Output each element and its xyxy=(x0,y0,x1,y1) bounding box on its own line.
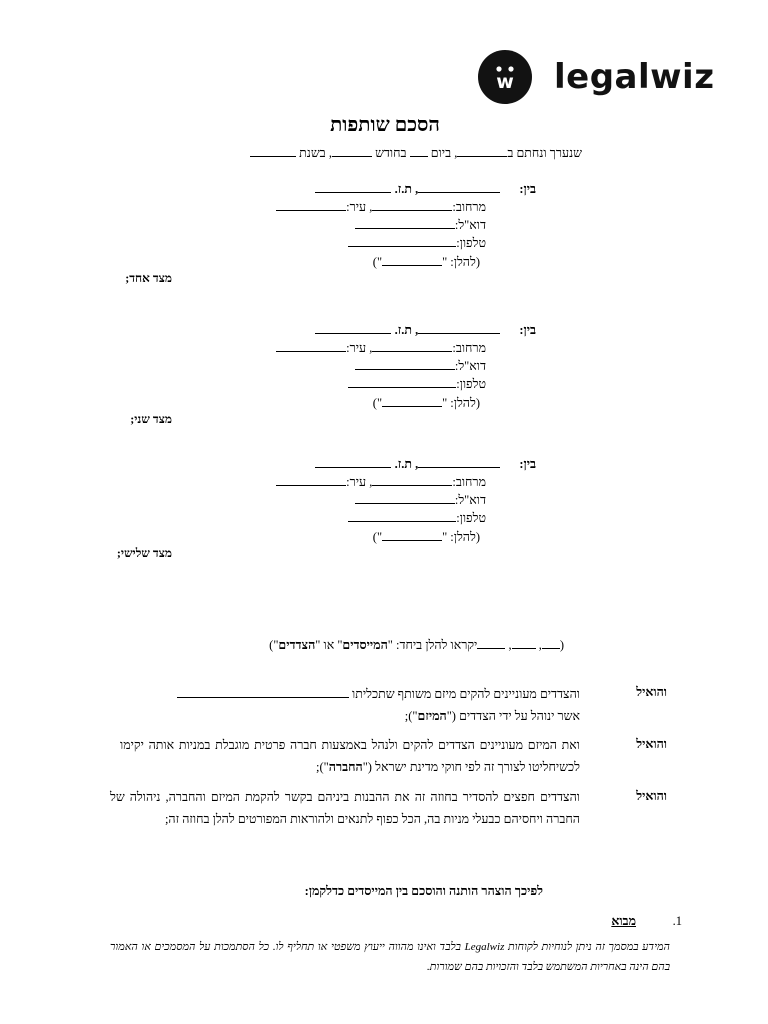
party-3-label: מצד שלישי; xyxy=(116,546,172,560)
intro-line: שנערך ונחתם ב, ביום בחודש , בשנת xyxy=(250,145,582,161)
whereas-1-text: והצדדים מעוניינים להקים מיזם משותף שתכליתו אשר ינוהל על ידי הצדדים ("המיזם"); xyxy=(120,683,580,727)
party-1-street-line: מרחוב:, עיר: xyxy=(276,199,486,215)
logo-brand-text: legalwiz xyxy=(554,57,715,97)
declaration-heading: לפיכך הוצהר הותנה והוסכם בין המייסדים כדלקמן: xyxy=(304,884,543,898)
logo-mark-icon xyxy=(478,50,532,104)
party-1-hereinafter: (להלן: "") xyxy=(372,255,480,269)
svg-text:w: w xyxy=(496,71,514,92)
party-2-between-line: בין: , ת.ז. xyxy=(315,322,536,338)
whereas-3-label: והואיל xyxy=(636,789,667,803)
whereas-3-text: והצדדים חפצים להסדיר בחוזה זה את ההבנות ביניהם בקשר להקמת המיזם והחברה, ניהולה של החברה ויחסיהם כבעלי מניות בה, הכל כפוף לתנאים ולהוראות המפורטים להלן בחוזה זה; xyxy=(110,790,580,826)
party-3-hereinafter: (להלן: "") xyxy=(372,530,480,544)
section-1-title: מבוא xyxy=(611,914,636,928)
section-1-number: 1. xyxy=(672,914,682,928)
party-2-street-line: מרחוב:, עיר: xyxy=(276,340,486,356)
party-2-phone-line: טלפון: xyxy=(348,376,486,392)
disclaimer-text: המידע במסמך זה ניתן לנוחיות לקוחות Legalwiz בלבד ואינו מהווה ייעוץ משפטי או תחליף לו. כל הסתמכות על המסמכים או האמור בהם הינה באחריות המשתמש בלבד והזכויות בהם שמורות. xyxy=(110,941,670,973)
party-3-email-line: דוא"ל: xyxy=(355,492,486,508)
party-1-between-line: בין: , ת.ז. xyxy=(315,181,536,197)
party-3-phone-line: טלפון: xyxy=(348,510,486,526)
party-1-phone-line: טלפון: xyxy=(348,235,486,251)
party-2-hereinafter: (להלן: "") xyxy=(372,396,480,410)
whereas-1-label: והואיל xyxy=(636,685,667,699)
whereas-2-text: ואת המיזם מעוניינים הצדדים להקים ולנהל באמצעות חברה פרטית מוגבלת במניות אותה יקימו לכשיחליטו לצורך זה לפי חוקי מדינת ישראל ("החברה"); xyxy=(120,738,580,774)
page-title: הסכם שותפות xyxy=(330,114,440,136)
whereas-2-label: והואיל xyxy=(636,737,667,751)
party-3-between-line: בין: , ת.ז. xyxy=(315,456,536,472)
party-2-label: מצד שני; xyxy=(130,412,172,426)
party-1-label: מצד אחד; xyxy=(125,271,172,285)
collective-naming-line: (, , יקראו להלן ביחד: "המייסדים" או "הצדדים") xyxy=(269,638,564,652)
legalwiz-logo xyxy=(478,50,715,104)
party-1-email-line: דוא"ל: xyxy=(355,217,486,233)
party-3-street-line: מרחוב:, עיר: xyxy=(276,474,486,490)
party-2-email-line: דוא"ל: xyxy=(355,358,486,374)
